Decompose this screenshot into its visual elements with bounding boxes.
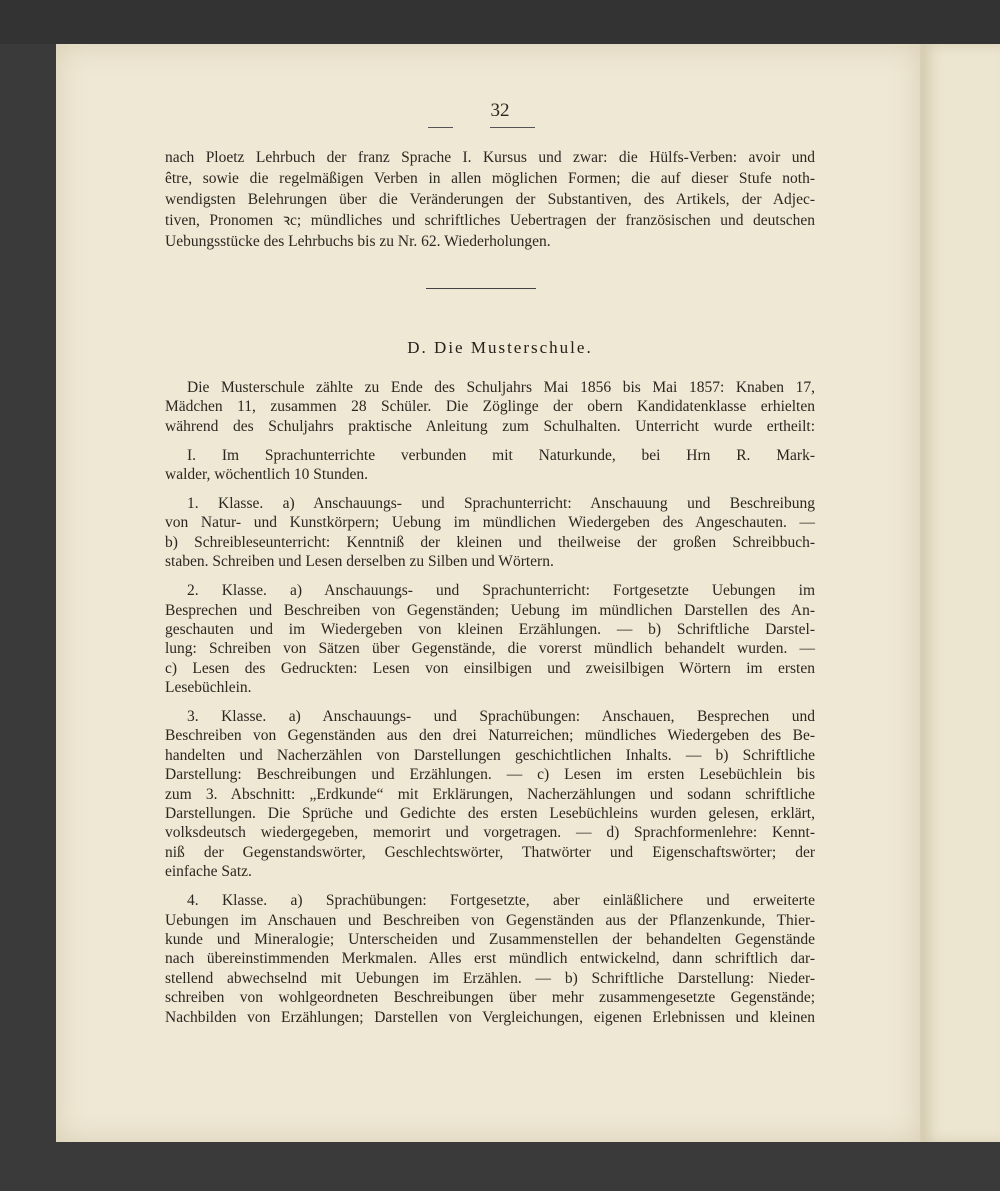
text-line: kunde und Mineralogie; Unterscheiden und Zusammenstellen der behandelten Gegenstände [165,930,815,948]
text-line: 4. Klasse. a) Sprachübungen: Fortgesetzte, aber einläßlichere und erweiterte [187,892,815,910]
text-line: geschauten und im Wiedergeben von kleinen Erzählungen. — b) Schriftliche Darstel- [165,620,815,638]
text-line: Nachbilden von Erzählungen; Darstellen von Vergleichungen, eigenen Erlebnissen und kleinen [165,1008,815,1026]
text-line: tiven, Pronomen ꝛc; mündliches und schriftliches Uebertragen der französischen und deutschen [165,212,815,229]
text-line: niß der Gegenstandswörter, Geschlechtswörter, Thatwörter und Eigenschaftswörter; der [165,843,815,861]
section-divider [426,288,536,289]
text-line: handelten und Nacherzählen von Darstellungen geschichtlichen Inhalts. — b) Schriftliche [165,746,815,764]
text-line: 2. Klasse. a) Anschauungs- und Sprachunterricht: Fortgesetzte Uebungen im [187,582,815,600]
text-line: während des Schuljahrs praktische Anleitung zum Schulhalten. Unterricht wurde ertheilt: [165,417,815,435]
page-number-rule-right [490,127,535,128]
text-line: Mädchen 11, zusammen 28 Schüler. Die Zöglinge der obern Kandidatenklasse erhielten [165,398,815,416]
text-line: von Natur- und Kunstkörpern; Uebung im mündlichen Wiedergeben des Angeschauten. — [165,514,815,532]
text-line: Lesebüchlein. [165,679,252,697]
text-line: nach Ploetz Lehrbuch der franz Sprache I. Kursus und zwar: die Hülfs-Verben: avoir und [165,149,815,166]
text-line: Uebungen im Anschauen und Beschreiben von Gegenständen aus der Pflanzenkunde, Thier- [165,911,815,929]
text-line: zum 3. Abschnitt: „Erdkunde“ mit Erklärungen, Nacherzählungen und sodann schriftliche [165,785,815,803]
text-line: nach übereinstimmenden Merkmalen. Alles erst mündlich entwickelnd, dann schriftlich dar- [165,950,815,968]
text-line: Die Musterschule zählte zu Ende des Schuljahrs Mai 1856 bis Mai 1857: Knaben 17, [187,379,815,396]
page-number-rule-left [428,127,453,128]
text-line: volksdeutsch wiedergegeben, memorirt und vorgetragen. — d) Sprachformenlehre: Kennt- [165,824,815,842]
text-line: I. Im Sprachunterrichte verbunden mit Naturkunde, bei Hrn R. Mark- [187,446,815,464]
page-number: 32 [490,100,510,121]
text-line: Besprechen und Beschreiben von Gegenständen; Uebung im mündlichen Darstellen des An- [165,601,815,619]
viewer-top-bar [0,0,1000,44]
text-line: schreiben von wohlgeordneten Beschreibungen über mehr zusammengesetzte Gegenstände; [165,989,815,1007]
text-line: wendigsten Belehrungen über die Veränderungen der Substantiven, des Artikels, der Adjec- [165,191,815,208]
text-line: walder, wöchentlich 10 Stunden. [165,466,368,484]
text-line: b) Schreibleseunterricht: Kenntniß der kleinen und theilweise der großen Schreibbuch- [165,533,815,551]
text-line: Beschreiben von Gegenständen aus den drei Naturreichen; mündliches Wiedergeben des Be- [165,727,815,745]
text-line: staben. Schreiben und Lesen derselben zu Silben und Wörtern. [165,553,554,571]
text-line: être, sowie die regelmäßigen Verben in allen möglichen Formen; die auf dieser Stufe noth- [165,170,815,187]
text-line: 3. Klasse. a) Anschauungs- und Sprachübungen: Anschauen, Besprechen und [187,708,815,725]
text-line: Darstellung: Beschreibungen und Erzählungen. — c) Lesen im ersten Lesebüchlein bis [165,766,815,784]
text-line: Darstellungen. Die Sprüche und Gedichte des ersten Lesebüchleins wurden gelesen, erklärt, [165,805,815,822]
text-line: c) Lesen des Gedruckten: Lesen von einsilbigen und zweisilbigen Wörtern im ersten [165,659,815,677]
text-line: Uebungsstücke des Lehrbuchs bis zu Nr. 62. Wiederholungen. [165,233,551,250]
text-line: einfache Satz. [165,863,252,881]
text-line: stellend abwechselnd mit Uebungen im Erzählen. — b) Schriftliche Darstellung: Nieder- [165,969,815,987]
next-page-edge [920,44,1000,1142]
text-line: lung: Schreiben von Sätzen über Gegenstände, die vorerst mündlich behandelt wurden. — [165,640,815,658]
section-heading: D. Die Musterschule. [407,338,593,357]
text-line: 1. Klasse. a) Anschauungs- und Sprachunterricht: Anschauung und Beschreibung [187,495,815,512]
